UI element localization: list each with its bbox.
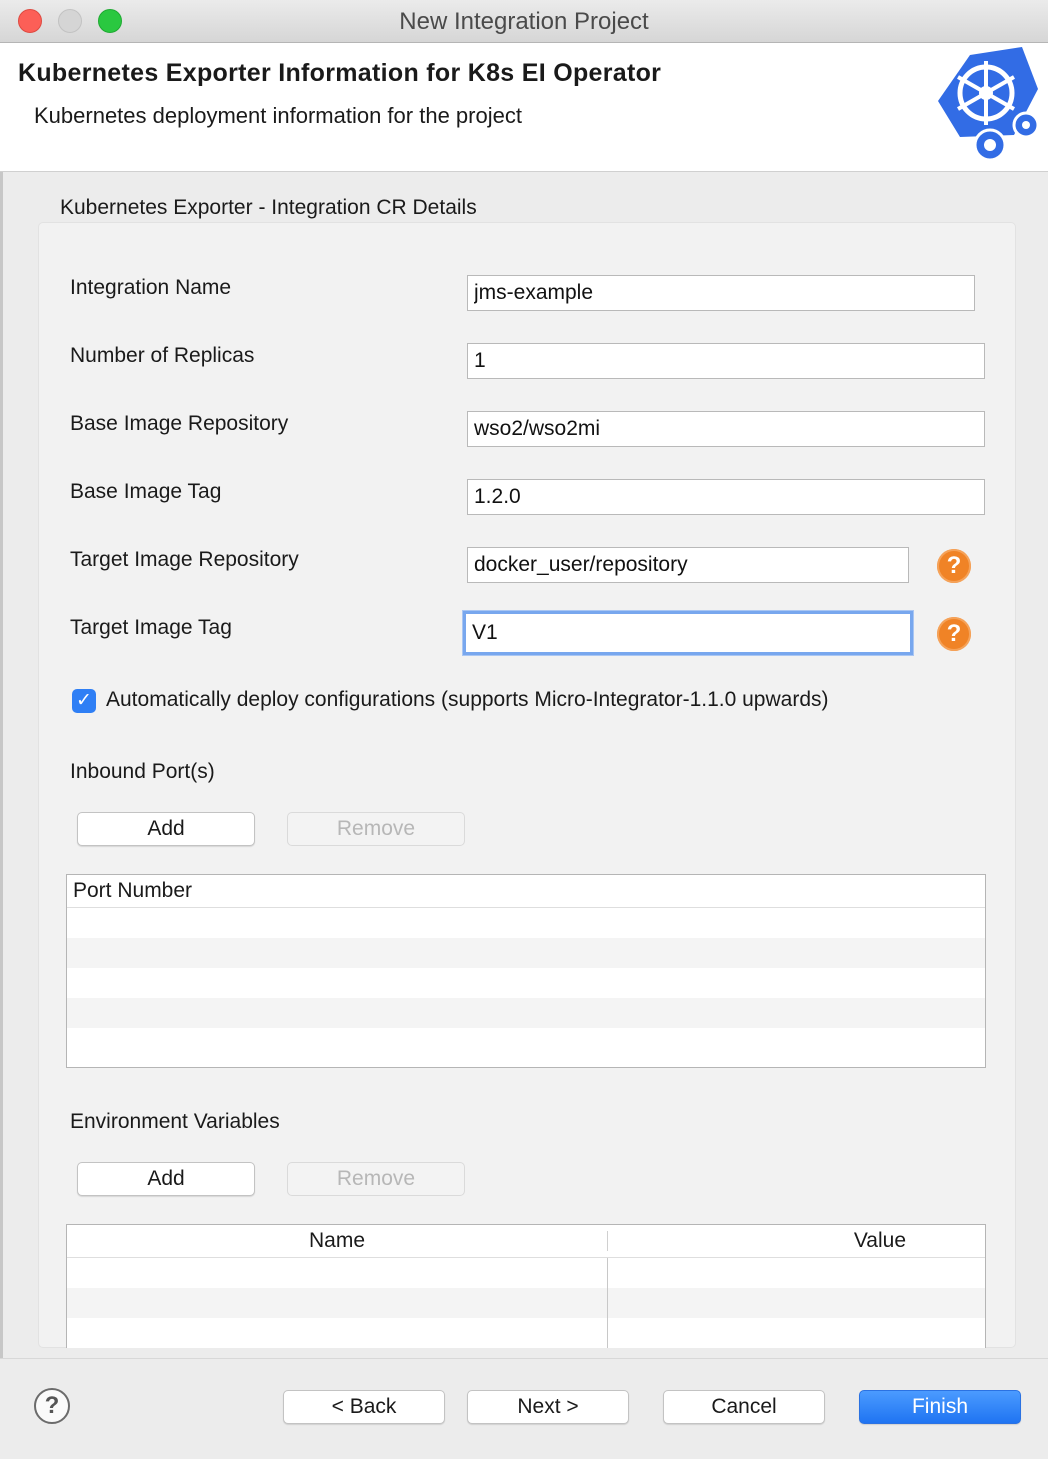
finish-button[interactable]: Finish [859,1390,1021,1424]
table-row [67,1318,985,1348]
env-table[interactable] [66,1224,986,1348]
table-row [67,938,985,968]
column-divider [607,1258,608,1348]
target-image-repository-input[interactable] [467,547,909,583]
ports-table[interactable] [66,874,986,1068]
inbound-ports-heading: Inbound Port(s) [70,760,215,783]
auto-deploy-checkbox[interactable]: ✓ [72,689,96,713]
table-row [67,1258,985,1288]
target-tag-help-icon[interactable]: ? [937,617,971,651]
table-row [67,1028,985,1058]
name-column-header[interactable]: Name [308,1229,366,1252]
target-image-tag-label: Target Image Tag [70,616,232,639]
section-title: Kubernetes Exporter - Integration CR Details [60,196,477,219]
base-image-tag-input[interactable] [467,479,985,515]
table-header[interactable] [67,875,985,908]
help-icon[interactable]: ? [34,1388,70,1424]
target-image-repository-label: Target Image Repository [70,548,299,571]
page-subtitle: Kubernetes deployment information for the project [34,103,522,128]
integration-name-input[interactable] [467,275,975,311]
target-repository-help-icon[interactable]: ? [937,549,971,583]
add-port-button[interactable]: Add [77,812,255,846]
wizard-header [0,43,1048,172]
base-image-repository-input[interactable] [467,411,985,447]
replicas-input[interactable] [467,343,985,379]
title-bar [0,0,1048,43]
auto-deploy-label: Automatically deploy configurations (supports Micro-Integrator-1.1.0 upwards) [106,688,829,711]
base-image-repository-label: Base Image Repository [70,412,289,435]
port-number-column-header[interactable]: Port Number [73,879,193,902]
kubernetes-gear-icon [930,45,1048,171]
table-row [67,968,985,998]
add-env-button[interactable]: Add [77,1162,255,1196]
remove-port-button[interactable]: Remove [287,812,465,846]
value-column-header[interactable]: Value [853,1229,906,1252]
window-left-edge [0,0,3,1458]
environment-variables-heading: Environment Variables [70,1110,280,1133]
table-row [67,998,985,1028]
integration-name-label: Integration Name [70,276,232,299]
target-image-tag-input[interactable] [463,611,913,655]
table-header[interactable] [67,1225,985,1258]
cancel-button[interactable]: Cancel [663,1390,825,1424]
next-button[interactable]: Next > [467,1390,629,1424]
remove-env-button[interactable]: Remove [287,1162,465,1196]
table-row [67,1288,985,1318]
table-row [67,908,985,938]
replicas-label: Number of Replicas [70,344,255,367]
base-image-tag-label: Base Image Tag [70,480,222,503]
page-title: Kubernetes Exporter Information for K8s EI Operator [18,59,662,87]
window-title: New Integration Project [399,8,649,35]
back-button[interactable]: < Back [283,1390,445,1424]
